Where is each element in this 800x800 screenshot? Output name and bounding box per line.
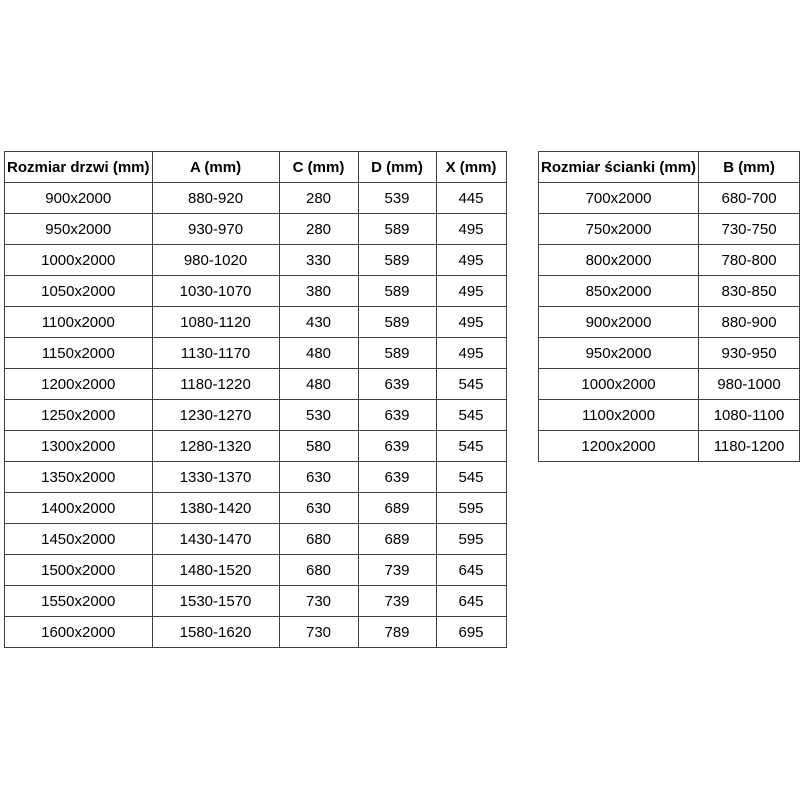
table-cell: 589 (358, 338, 436, 369)
table-cell: 930-950 (699, 338, 800, 369)
table-cell: 495 (436, 338, 506, 369)
table-cell: 1100x2000 (5, 307, 153, 338)
table-cell: 700x2000 (539, 183, 699, 214)
table-cell: 980-1000 (699, 369, 800, 400)
table-cell: 739 (358, 586, 436, 617)
table-row (539, 369, 800, 400)
table-cell: 830-850 (699, 276, 800, 307)
table-cell: 480 (279, 338, 358, 369)
table-cell: 430 (279, 307, 358, 338)
table-cell: 1580-1620 (152, 617, 279, 648)
table-cell: 1200x2000 (539, 431, 699, 462)
table-row (539, 214, 800, 245)
table-cell: 1480-1520 (152, 555, 279, 586)
table-cell: 1080-1100 (699, 400, 800, 431)
table-cell: 1230-1270 (152, 400, 279, 431)
table-row (539, 338, 800, 369)
table-cell: 445 (436, 183, 506, 214)
table-row (5, 307, 507, 338)
table-cell: 980-1020 (152, 245, 279, 276)
table-cell: 1030-1070 (152, 276, 279, 307)
table-cell: 595 (436, 493, 506, 524)
table-cell: 950x2000 (539, 338, 699, 369)
table-cell: 1050x2000 (5, 276, 153, 307)
table-cell: 639 (358, 431, 436, 462)
table-cell: 639 (358, 369, 436, 400)
table-cell: 645 (436, 555, 506, 586)
table-row (5, 462, 507, 493)
table-cell: 800x2000 (539, 245, 699, 276)
table-cell: 1530-1570 (152, 586, 279, 617)
table-cell: 1080-1120 (152, 307, 279, 338)
table-row (5, 369, 507, 400)
table-row (5, 276, 507, 307)
table-cell: 495 (436, 276, 506, 307)
table-cell: 1350x2000 (5, 462, 153, 493)
table-cell: 950x2000 (5, 214, 153, 245)
door-dimensions-table (4, 151, 507, 648)
table-cell: 789 (358, 617, 436, 648)
table-cell: 1280-1320 (152, 431, 279, 462)
table-cell: 1450x2000 (5, 524, 153, 555)
table-cell: 539 (358, 183, 436, 214)
table-cell: 639 (358, 400, 436, 431)
table-cell: 495 (436, 245, 506, 276)
table-cell: 639 (358, 462, 436, 493)
table-cell: 880-900 (699, 307, 800, 338)
table-row (5, 183, 507, 214)
table-cell: 545 (436, 462, 506, 493)
table-cell: 1130-1170 (152, 338, 279, 369)
table-cell: 1200x2000 (5, 369, 153, 400)
table-cell: 545 (436, 400, 506, 431)
table-cell: 1180-1220 (152, 369, 279, 400)
column-header: A (mm) (152, 152, 279, 183)
table-cell: 280 (279, 183, 358, 214)
table-row (539, 276, 800, 307)
table-row (5, 493, 507, 524)
table-cell: 589 (358, 276, 436, 307)
table-cell: 480 (279, 369, 358, 400)
column-header: Rozmiar drzwi (mm) (5, 152, 153, 183)
table-cell: 580 (279, 431, 358, 462)
table-cell: 1550x2000 (5, 586, 153, 617)
table-cell: 1300x2000 (5, 431, 153, 462)
table-row (539, 183, 800, 214)
header-row (5, 152, 507, 183)
table-cell: 495 (436, 307, 506, 338)
table-cell: 1100x2000 (539, 400, 699, 431)
table-cell: 680 (279, 524, 358, 555)
table-cell: 1250x2000 (5, 400, 153, 431)
table-cell: 900x2000 (5, 183, 153, 214)
column-header: B (mm) (699, 152, 800, 183)
table-cell: 645 (436, 586, 506, 617)
table-cell: 1150x2000 (5, 338, 153, 369)
table-row (5, 524, 507, 555)
table-row (5, 431, 507, 462)
table-cell: 1000x2000 (539, 369, 699, 400)
table-cell: 1000x2000 (5, 245, 153, 276)
table-row (5, 214, 507, 245)
table-cell: 1180-1200 (699, 431, 800, 462)
table-cell: 1430-1470 (152, 524, 279, 555)
column-header: D (mm) (358, 152, 436, 183)
table-cell: 589 (358, 245, 436, 276)
table-cell: 880-920 (152, 183, 279, 214)
table-cell: 495 (436, 214, 506, 245)
table-row (5, 245, 507, 276)
table-cell: 1400x2000 (5, 493, 153, 524)
table-cell: 695 (436, 617, 506, 648)
table-cell: 1500x2000 (5, 555, 153, 586)
table-cell: 680-700 (699, 183, 800, 214)
table-row (539, 245, 800, 276)
table-cell: 545 (436, 431, 506, 462)
table-cell: 680 (279, 555, 358, 586)
table-cell: 1330-1370 (152, 462, 279, 493)
table-cell: 730 (279, 617, 358, 648)
table-cell: 589 (358, 214, 436, 245)
table-row (5, 400, 507, 431)
table-cell: 630 (279, 462, 358, 493)
table-cell: 739 (358, 555, 436, 586)
table-cell: 780-800 (699, 245, 800, 276)
table-cell: 589 (358, 307, 436, 338)
table-cell: 1380-1420 (152, 493, 279, 524)
table-row (5, 586, 507, 617)
table-cell: 689 (358, 493, 436, 524)
table-cell: 850x2000 (539, 276, 699, 307)
table-cell: 750x2000 (539, 214, 699, 245)
table-cell: 630 (279, 493, 358, 524)
wall-dimensions-table (538, 151, 800, 462)
table-cell: 1600x2000 (5, 617, 153, 648)
column-header: Rozmiar ścianki (mm) (539, 152, 699, 183)
table-row (5, 555, 507, 586)
table-row (539, 400, 800, 431)
table-cell: 730 (279, 586, 358, 617)
table-cell: 530 (279, 400, 358, 431)
column-header: X (mm) (436, 152, 506, 183)
table-cell: 330 (279, 245, 358, 276)
table-cell: 689 (358, 524, 436, 555)
header-row (539, 152, 800, 183)
table-row (539, 307, 800, 338)
table-cell: 930-970 (152, 214, 279, 245)
table-row (539, 431, 800, 462)
table-cell: 900x2000 (539, 307, 699, 338)
table-row (5, 338, 507, 369)
table-cell: 380 (279, 276, 358, 307)
table-cell: 280 (279, 214, 358, 245)
column-header: C (mm) (279, 152, 358, 183)
table-cell: 730-750 (699, 214, 800, 245)
table-cell: 545 (436, 369, 506, 400)
table-row (5, 617, 507, 648)
table-cell: 595 (436, 524, 506, 555)
